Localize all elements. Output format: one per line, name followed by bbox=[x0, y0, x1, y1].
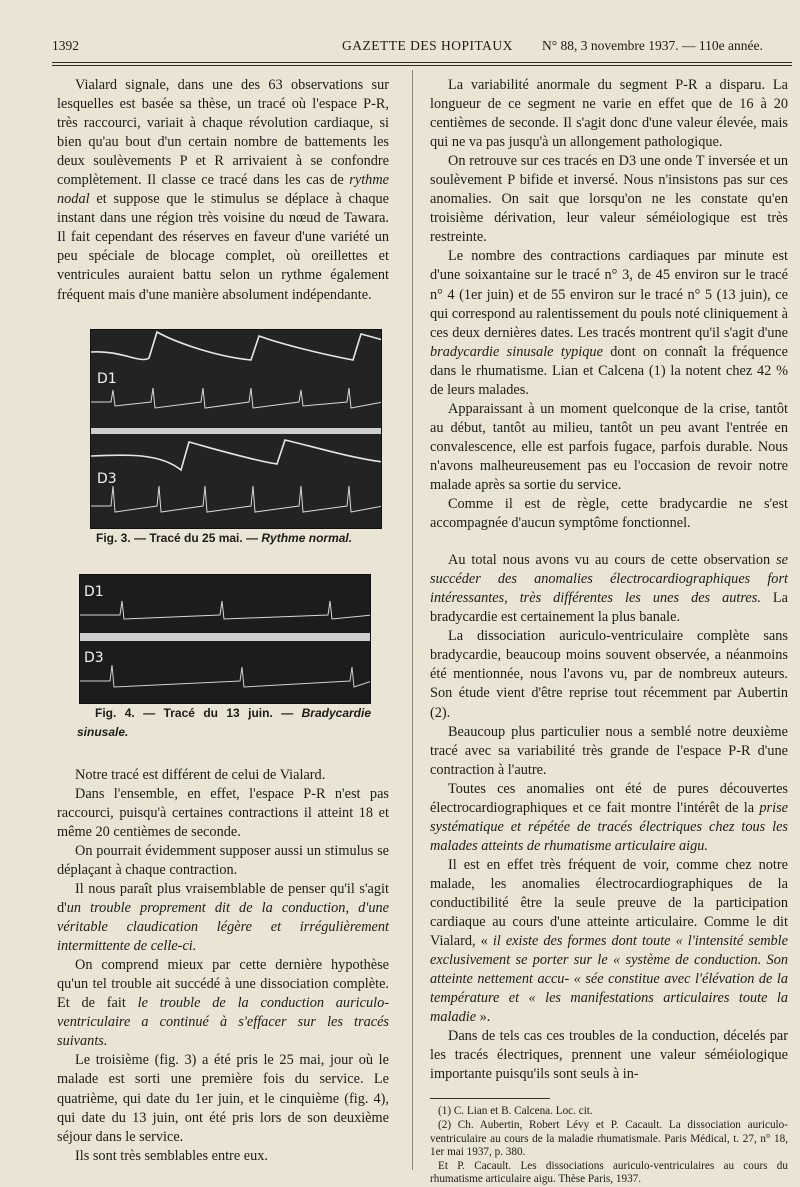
paragraph: Beaucoup plus particulier nous a semblé notre deuxième tracé avec sa variabilité très grande de l'espace P-R d'une contraction à l'autre. bbox=[430, 723, 788, 778]
ecg-trace-image bbox=[79, 574, 371, 704]
ecg-trace-image bbox=[90, 329, 382, 529]
right-column bbox=[430, 76, 788, 1187]
header-rule bbox=[52, 62, 792, 63]
paragraph: Le nombre des contractions cardiaques par minute est d'une soixantaine sur le tracé n° 3, de 45 environ sur le tracé n° 4 (1er juin) et de 55 environ sur le tracé n° 5 (13 juin), ce qui correspond au ralentissement du pouls noté cliniquement à ces deux dernières dates. Les tracés montrent qu'il s'agit d'une bradycardie sinusale typique dont on connaît la fréquence dans le rhumatisme. Lian et Calcena (1) la notent chez 42 % de leurs malades. bbox=[430, 248, 788, 398]
paragraph: Vialard signale, dans une des 63 observations sur lesquelles est basée sa thèse, un tracé où l'espace P-R, très raccourci, variait à chaque révolution cardiaque, si bien qu'au bout d'un certain nombre de battements les deux soulèvements P et R arrivaient à se confondre complètement. Il classe ce tracé dans les cas de rythme nodal et suppose que le stimulus se déplace à chaque instant dans une région très voisine du nœud de Tawara. Il fait cependant des réserves en faveur d'une variété un peu spéciale de blocage complet, où oreillettes et ventricules auraient battu selon un rythme également fréquent mais d'une manière absolument indépendante. bbox=[57, 77, 389, 303]
footnote: (1) C. Lian et B. Calcena. Loc. cit. bbox=[438, 1105, 593, 1118]
paragraph: La variabilité anormale du segment P-R a disparu. La longueur de ce segment ne varie en effet que de 16 à 20 centièmes de seconde. Il s'agit donc d'une valeur élevée, mais qui ne va pas jusqu'à un allongement pathologique. bbox=[430, 77, 788, 151]
page-header bbox=[52, 38, 790, 58]
footnote-rule bbox=[430, 1098, 550, 1099]
footnote: Et P. Cacault. Les dissociations auriculo-ventriculaires au cours du rhumatisme articulaire aigu. Thèse Paris, 1937. bbox=[430, 1159, 788, 1186]
footnote: (2) Ch. Aubertin, Robert Lévy et P. Cacault. La dissociation auriculo-ventriculaire au cours de la maladie rhumatismale. Paris Médical, t. 27, n° 18, 1er mai 1937, p. 380. bbox=[430, 1119, 788, 1159]
left-column bbox=[57, 76, 389, 1166]
paragraph: Dans l'ensemble, en effet, l'espace P-R n'est pas raccourci, puisqu'à certaines contractions il atteint 18 et même 20 centièmes de seconde. bbox=[57, 785, 389, 840]
paragraph: Toutes ces anomalies ont été de pures découvertes électrocardiographiques et ce fait montre l'intérêt de la prise systématique et répétée de tracés électriques chez tous les malades atteints de rhumatisme articulaire aigu. bbox=[430, 780, 788, 854]
paragraph: Il nous paraît plus vraisemblable de penser qu'il s'agit d'un trouble proprement dit de la conduction, d'une véritable claudication légère et irrégulièrement intermittente de celle-ci. bbox=[57, 880, 389, 955]
paragraph: Il est en effet très fréquent de voir, comme chez notre malade, les anomalies électrocardiographiques de la conductibilité être la seule preuve de la participation cardiaque au cours d'une atteinte articulaire. Comme le dit Vialard, « il existe des formes dont toute « l'intensité semble exclusivement se porter sur le « système de conduction. Son atteinte nettement accu- « sée constitue avec l'élévation de la température et « les manifestations articulaires toute la maladie ». bbox=[430, 856, 788, 1026]
paragraph: Comme il est de règle, cette bradycardie ne s'est accompagnée d'aucun symptôme fonctionnel. bbox=[430, 496, 788, 532]
figure-4 bbox=[79, 574, 371, 742]
issue-info: N° 88, 3 novembre 1937. — 110e année. bbox=[542, 38, 763, 53]
journal-title: GAZETTE DES HOPITAUX bbox=[342, 38, 513, 53]
ecg-trace-svg bbox=[80, 575, 371, 703]
paragraph: Ils sont très semblables entre eux. bbox=[75, 1147, 268, 1164]
figure-caption: Fig. 4. — Tracé du 13 juin. — Bradycardie sinusale. bbox=[77, 705, 371, 739]
paragraph: Notre tracé est différent de celui de Vialard. bbox=[75, 766, 326, 783]
paragraph: Apparaissant à un moment quelconque de la crise, tantôt au début, tantôt au milieu, tantôt un peu avant l'entrée en convalescence, elle est parfois fugace, parfois durable. Nous n'avons malheureusement pas eu l'occasion de revoir notre malade après sa sortie du service. bbox=[430, 400, 788, 493]
figure-caption: Fig. 3. — Tracé du 25 mai. — Rythme normal. bbox=[96, 530, 353, 545]
paragraph: On pourrait évidemment supposer aussi un stimulus se déplaçant à chaque contraction. bbox=[57, 842, 389, 878]
header-rule-2 bbox=[52, 65, 792, 66]
paragraph: On comprend mieux par cette dernière hypothèse qu'un tel trouble ait succédé à une dissociation complète. Et de fait le trouble de la conduction auriculo-ventriculaire a continué à s'effacer sur les tracés suivants. bbox=[57, 957, 389, 1050]
paragraph: Au total nous avons vu au cours de cette observation se succéder des anomalies électrocardiographiques fort intéressantes, très différentes les unes des autres. La bradycardie est certainement la plus banale. bbox=[430, 552, 789, 626]
column-divider bbox=[412, 70, 413, 1170]
paragraph: La dissociation auriculo-ventriculaire complète sans bradycardie, beaucoup moins souvent observée, a néanmoins été mentionnée, nous l'avons vu, par de nombreux auteurs. Son étude vient d'être reprise tout récemment par Aubertin (2). bbox=[430, 628, 788, 721]
trace-label-d1: D1 bbox=[97, 370, 117, 387]
ecg-trace-svg bbox=[91, 330, 382, 528]
paragraph: Dans de tels cas ces troubles de la conduction, décelés par les tracés électriques, prennent une valeur séméiologique importante puisqu'ils sont seuls à in- bbox=[430, 1028, 788, 1083]
trace-label-d1: D1 bbox=[84, 583, 104, 600]
figure-3 bbox=[90, 329, 382, 548]
page-number: 1392 bbox=[52, 38, 79, 53]
trace-label-d3: D3 bbox=[84, 649, 104, 666]
paragraph: Le troisième (fig. 3) a été pris le 25 mai, jour où le malade est sorti une première fois du service. Le quatrième, qui date du 1er juin, et le cinquième (fig. 4), qui date du 13 juin, ont été pris lors de son deuxième séjour dans le service. bbox=[57, 1052, 389, 1145]
trace-label-d3: D3 bbox=[97, 470, 117, 487]
paragraph: On retrouve sur ces tracés en D3 une onde T inversée et un soulèvement P bifide et inversé. Nous n'insistons pas sur ces anomalies. On sait que lorsqu'on ne les constate qu'en troisième dérivation, leur valeur séméiologique est très restreinte. bbox=[430, 153, 788, 246]
